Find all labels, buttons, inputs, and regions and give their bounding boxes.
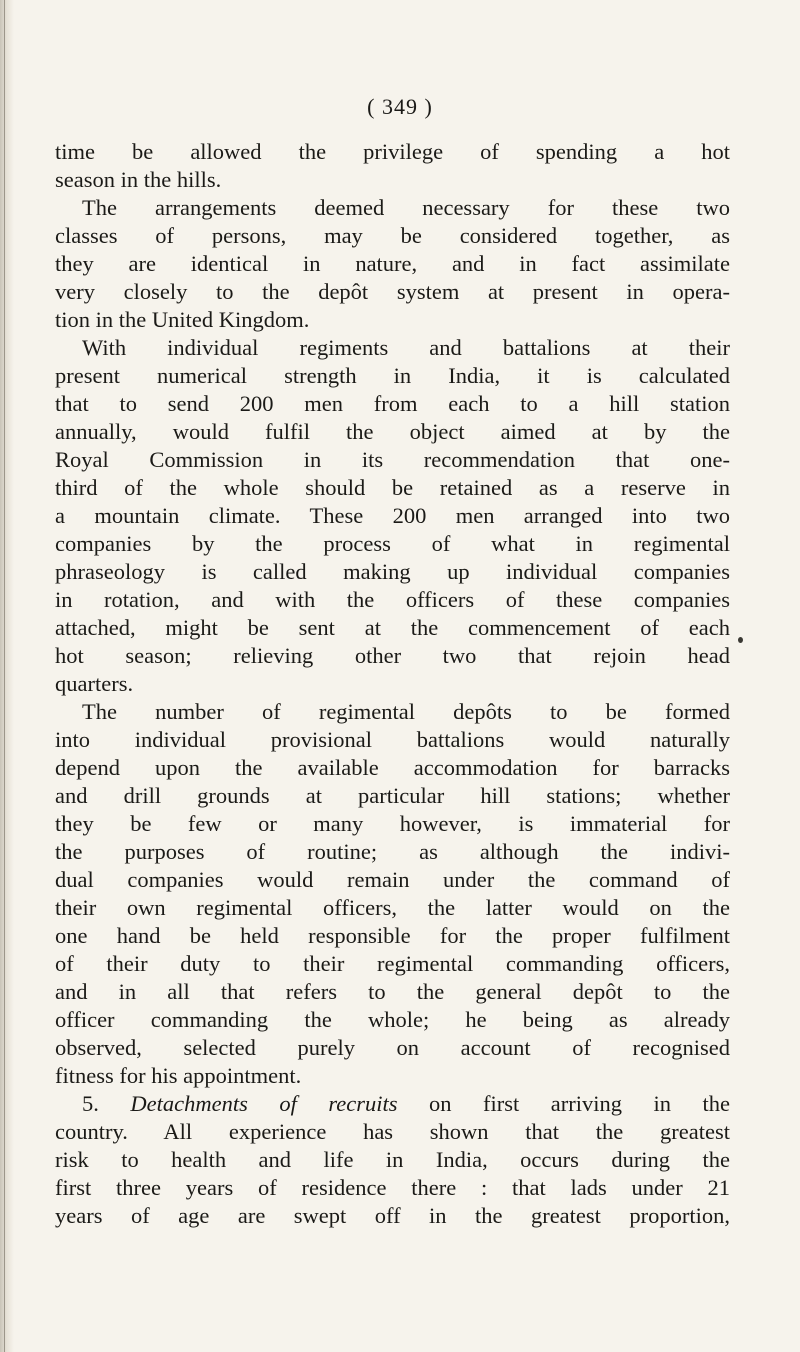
- text-line-tail: on first arriving in the: [397, 1091, 730, 1116]
- text-line: country. All experience has shown that the greatest: [55, 1119, 730, 1144]
- text-line: present numerical strength in India, it is calculated: [55, 363, 730, 388]
- text-line: they are identical in nature, and in fact assimilate: [55, 251, 730, 276]
- text-line: fitness for his appointment.: [55, 1063, 302, 1088]
- text-line: third of the whole should be retained as a reserve in: [55, 475, 730, 500]
- text-line: hot season; relieving other two that rejoin head: [55, 643, 730, 668]
- text-line: years of age are swept off in the greatest proportion,: [55, 1203, 730, 1228]
- text-line: and in all that refers to the general depôt to the: [55, 979, 730, 1004]
- text-line: phraseology is called making up individual companies: [55, 559, 730, 584]
- text-line: very closely to the depôt system at present in opera-: [55, 279, 730, 304]
- text-line: first three years of residence there : that lads under 21: [55, 1175, 730, 1200]
- text-line: The arrangements deemed necessary for these two: [82, 195, 730, 220]
- text-line: risk to health and life in India, occurs during the: [55, 1147, 730, 1172]
- text-line: [55, 1090, 730, 1118]
- body-text: [55, 138, 730, 1230]
- text-line: in rotation, and with the officers of these companies: [55, 587, 730, 612]
- text-line: time be allowed the privilege of spending a hot: [55, 139, 730, 164]
- text-line: and drill grounds at particular hill stations; whether: [55, 783, 730, 808]
- text-line: tion in the United Kingdom.: [55, 307, 310, 332]
- page-binding-edge: [4, 0, 5, 1352]
- print-speck: [738, 637, 743, 643]
- text-line: classes of persons, may be considered together, as: [55, 223, 730, 248]
- text-line: depend upon the available accommodation for barracks: [55, 755, 730, 780]
- text-line-lead: 5.: [82, 1091, 131, 1116]
- page-binding-shadow: [0, 0, 14, 1352]
- text-line: into individual provisional battalions would naturally: [55, 727, 730, 752]
- text-line: one hand be held responsible for the proper fulfilment: [55, 923, 730, 948]
- text-line: season in the hills.: [55, 167, 222, 192]
- text-line: Royal Commission in its recommendation that one-: [55, 447, 730, 472]
- text-line: officer commanding the whole; he being as already: [55, 1007, 730, 1032]
- text-line: dual companies would remain under the command of: [55, 867, 730, 892]
- text-line: quarters.: [55, 671, 134, 696]
- text-line: companies by the process of what in regimental: [55, 531, 730, 556]
- text-line: that to send 200 men from each to a hill station: [55, 391, 730, 416]
- text-line: of their duty to their regimental commanding officers,: [55, 951, 730, 976]
- text-line: annually, would fulfil the object aimed at by the: [55, 419, 730, 444]
- text-line: attached, might be sent at the commencement of each: [55, 615, 730, 640]
- text-line: they be few or many however, is immaterial for: [55, 811, 730, 836]
- page-number: ( 349 ): [367, 94, 433, 119]
- italic-heading: Detachments of recruits: [130, 1091, 398, 1116]
- text-line: With individual regiments and battalions at their: [82, 335, 730, 360]
- text-line: the purposes of routine; as although the indivi-: [55, 839, 730, 864]
- text-line: observed, selected purely on account of recognised: [55, 1035, 730, 1060]
- text-line: The number of regimental depôts to be formed: [82, 699, 730, 724]
- text-line: a mountain climate. These 200 men arranged into two: [55, 503, 730, 528]
- text-line: their own regimental officers, the latter would on the: [55, 895, 730, 920]
